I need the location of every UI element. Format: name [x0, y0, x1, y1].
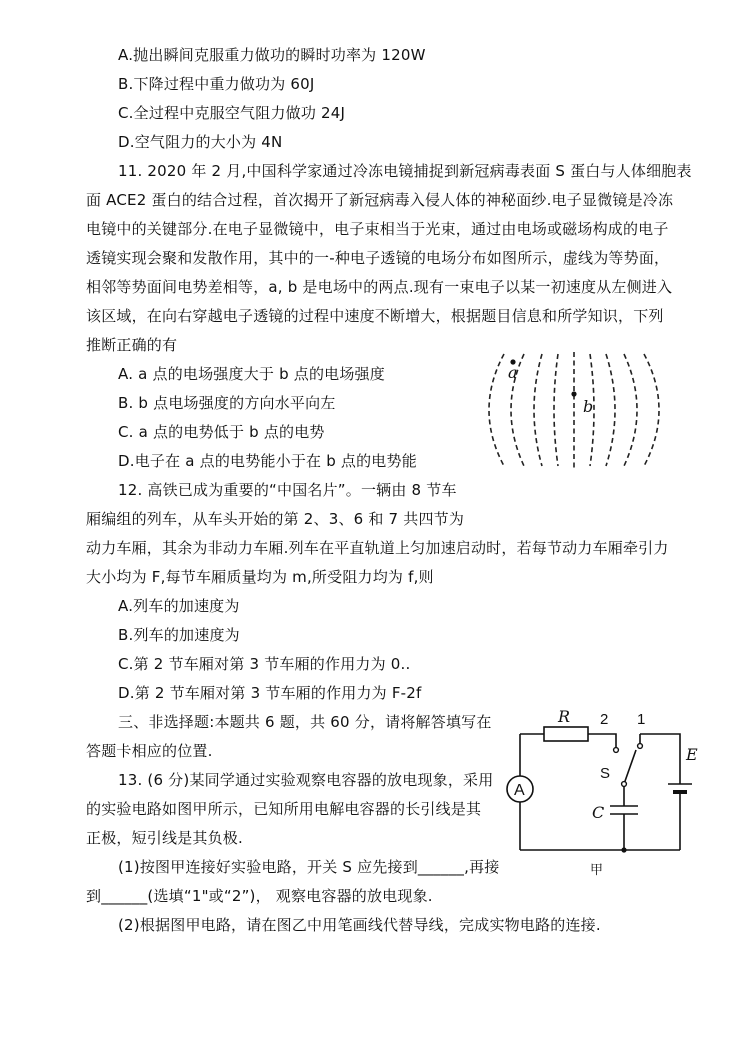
q12-stem-line-1: 12. 高铁已成为重要的“中国名片”。一辆由 8 节车	[118, 481, 457, 499]
label-ammeter: A	[514, 782, 525, 799]
resistor	[544, 727, 588, 741]
q12-stem-line-3: 动力车厢，其余为非动力车厢.列车在平直轨道上匀加速启动时，若每节动力车厢牵引力	[86, 539, 669, 557]
q13-stem-line-3: 正极，短引线是其负极.	[86, 829, 243, 847]
label-a: a	[508, 363, 518, 382]
circuit-figure	[500, 706, 700, 878]
q13-sub1-line-1: (1)按图甲连接好实验电路，开关 S 应先接到______,再接	[118, 858, 500, 876]
q11-stem-line-1: 11. 2020 年 2 月,中国科学家通过冷冻电镜捕捉到新冠病毒表面 S 蛋白与人体细胞表	[118, 162, 692, 180]
q13-sub1-line-2: 到______(选填“1"或“2”)， 观察电容器的放电现象.	[86, 887, 433, 905]
label-E: E	[686, 745, 698, 764]
figure-caption: 甲	[590, 862, 604, 877]
q11-stem-line-7: 推断正确的有	[86, 336, 178, 354]
label-terminal-1: 1	[637, 711, 646, 728]
q13-sub2: (2)根据图甲电路，请在图乙中用笔画线代替导线，完成实物电路的连接.	[118, 916, 601, 934]
label-terminal-2: 2	[600, 711, 609, 728]
q11-option-a: A. a 点的电场强度大于 b 点的电场强度	[118, 365, 385, 383]
q11-stem-line-2: 面 ACE2 蛋白的结合过程，首次揭开了新冠病毒入侵人体的神秘面纱.电子显微镜是冷冻	[86, 191, 674, 209]
q10-option-c: C.全过程中克服空气阻力做功 24J	[118, 104, 346, 122]
section-3-heading-line-1: 三、非选择题:本题共 6 题，共 60 分，请将解答填写在	[118, 713, 492, 731]
q12-option-d: D.第 2 节车厢对第 3 节车厢的作用力为 F-2f	[118, 684, 422, 702]
q11-option-b: B. b 点电场强度的方向水平向左	[118, 394, 336, 412]
section-3-heading-line-2: 答题卡相应的位置.	[86, 742, 213, 760]
q10-option-b: B.下降过程中重力做功为 60J	[118, 75, 315, 93]
q10-option-d: D.空气阻力的大小为 4N	[118, 133, 283, 151]
q11-stem-line-6: 该区域，在向右穿越电子透镜的过程中速度不断增大，根据题目信息和所学知识，下列	[86, 307, 664, 325]
q12-option-a: A.列车的加速度为	[118, 597, 240, 615]
switch-blade	[624, 750, 636, 784]
q11-stem-line-4: 透镜实现会聚和发散作用，其中的一-种电子透镜的电场分布如图所示，虚线为等势面，	[86, 249, 670, 267]
q13-stem-line-2: 的实验电路如图甲所示，已知所用电解电容器的长引线是其	[86, 800, 482, 818]
q11-stem-line-3: 电镜中的关键部分.在电子显微镜中，电子束相当于光束，通过由电场或磁场构成的电子	[86, 220, 669, 238]
equipotential-figure	[478, 348, 664, 472]
label-switch: S	[600, 765, 611, 782]
q11-stem-line-5: 相邻等势面间电势差相等，a, b 是电场中的两点.现有一束电子以某一初速度从左侧进入	[86, 278, 673, 296]
label-R: R	[558, 707, 571, 726]
q11-option-c: C. a 点的电势低于 b 点的电势	[118, 423, 325, 441]
q12-stem-line-2: 厢编组的列车，从车头开始的第 2、3、6 和 7 共四节为	[86, 510, 465, 528]
q12-option-c: C.第 2 节车厢对第 3 节车厢的作用力为 0..	[118, 655, 411, 673]
q13-stem-line-1: 13. (6 分)某同学通过实验观察电容器的放电现象，采用	[118, 771, 494, 789]
label-C: C	[592, 803, 605, 822]
q11-option-d: D.电子在 a 点的电势能小于在 b 点的电势能	[118, 452, 417, 470]
q10-option-a: A.抛出瞬间克服重力做功的瞬时功率为 120W	[118, 46, 426, 64]
point-b-dot	[571, 391, 576, 396]
q12-option-b: B.列车的加速度为	[118, 626, 240, 644]
q12-stem-line-4: 大小均为 F,每节车厢质量均为 m,所受阻力均为 f,则	[86, 568, 434, 586]
label-b: b	[583, 397, 594, 416]
